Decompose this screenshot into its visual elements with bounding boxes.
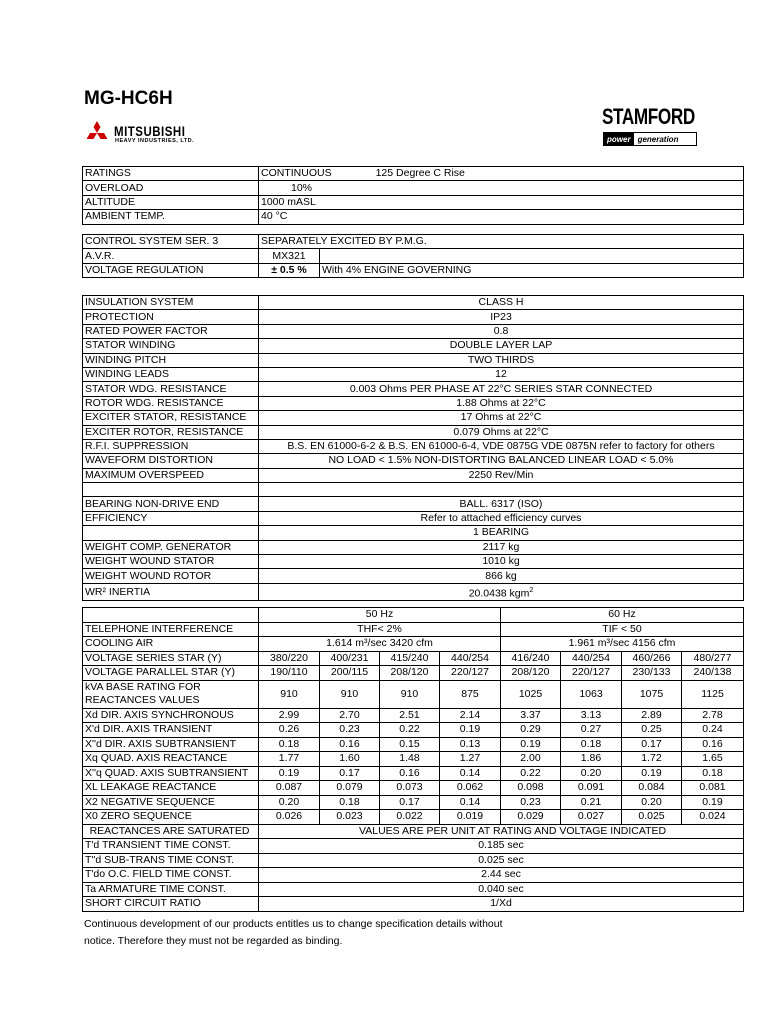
reactance-label (83, 781, 259, 796)
reactance-value: 460/266 (622, 651, 682, 666)
reactance-value: 910 (259, 680, 320, 708)
reactance-value: 240/138 (682, 666, 744, 681)
reactance-value: 0.18 (320, 795, 380, 810)
voltage-regulation-row (83, 263, 744, 277)
ratings-rise: 125 Degree C Rise (375, 167, 465, 180)
reactance-value: 2.78 (682, 708, 744, 723)
spec-value-text: IP23 (490, 310, 512, 323)
spec-value-text: B.S. EN 61000-6-2 & B.S. EN 61000-6-4, VDE 0875G VDE 0875N refer to factory for others (287, 440, 715, 453)
reactance-value: 0.24 (682, 723, 744, 738)
reactance-row (83, 680, 744, 708)
ambient-label: AMBIENT TEMP. (83, 210, 259, 224)
reactance-value: 0.27 (561, 723, 622, 738)
cooling-air-label: COOLING AIR (83, 637, 259, 652)
reactance-value: 0.26 (259, 723, 320, 738)
reactance-value: 1.72 (622, 752, 682, 767)
time-constant-label: Ta ARMATURE TIME CONST. (83, 882, 259, 897)
spec-value (259, 497, 744, 511)
reactance-value: 0.17 (622, 737, 682, 752)
reactance-value: 1.77 (259, 752, 320, 767)
spec-label: WR² INERTIA (83, 583, 259, 601)
spec-row (83, 310, 744, 324)
reactance-value: 190/110 (259, 666, 320, 681)
spec-value-text: BALL. 6317 (ISO) (459, 497, 543, 510)
avr-label: A.V.R. (83, 249, 259, 263)
reactance-value: 1.65 (682, 752, 744, 767)
reactance-row (83, 781, 744, 796)
reactance-label (83, 795, 259, 810)
spec-row (83, 454, 744, 468)
reactance-value: 0.19 (682, 795, 744, 810)
reactance-label (83, 651, 259, 666)
ratings-label: RATINGS (83, 167, 259, 181)
reactance-value: 910 (320, 680, 380, 708)
spec-label: INSULATION SYSTEM (83, 296, 259, 310)
saturated-left: REACTANCES ARE SATURATED (83, 824, 259, 839)
reactance-label-text: X'd DIR. AXIS TRANSIENT (85, 723, 213, 736)
spec-row (83, 367, 744, 381)
overload-value-text: 10% (291, 181, 313, 194)
reactance-value: 2.89 (622, 708, 682, 723)
spec-label: WEIGHT COMP. GENERATOR (83, 540, 259, 554)
reactance-value: 1.27 (440, 752, 501, 767)
reactance-label-text: XL LEAKAGE REACTANCE (85, 781, 217, 794)
reactance-value: 0.087 (259, 781, 320, 796)
spec-value (259, 583, 744, 601)
reactance-value: 0.22 (380, 723, 440, 738)
reactance-value: 0.19 (622, 766, 682, 781)
spec-value (259, 367, 744, 381)
reactance-label-text: VOLTAGE PARALLEL STAR (Y) (85, 666, 235, 679)
spec-value-superscript: 2 (529, 586, 534, 594)
time-constant-row (83, 868, 744, 883)
reactance-value: 0.073 (380, 781, 440, 796)
spec-label: STATOR WDG. RESISTANCE (83, 382, 259, 396)
reactance-row (83, 651, 744, 666)
reactance-value: 0.079 (320, 781, 380, 796)
time-constant-row (83, 882, 744, 897)
spec-value (259, 468, 744, 482)
spec-row (83, 296, 744, 310)
reactance-label (83, 723, 259, 738)
reactance-value: 0.29 (501, 723, 561, 738)
reactance-label (83, 737, 259, 752)
telephone-interference-60hz: TIF < 50 (501, 622, 744, 637)
spec-value (259, 555, 744, 569)
spec-value (259, 324, 744, 338)
spec-value-text: 0.8 (493, 324, 509, 337)
overload-row (83, 181, 744, 195)
spec-row (83, 511, 744, 525)
reactance-value: 0.19 (259, 766, 320, 781)
spec-value (259, 511, 744, 525)
reactance-value: 0.091 (561, 781, 622, 796)
mitsubishi-name: MITSUBISHI (114, 124, 186, 139)
footer-line-1: Continuous development of our products entitles us to change specification details without (84, 918, 503, 930)
ambient-row (83, 210, 744, 224)
altitude-row (83, 195, 744, 209)
reactance-value: 0.16 (380, 766, 440, 781)
reactance-label-text: X''q QUAD. AXIS SUBTRANSIENT (85, 766, 249, 779)
reactance-value: 0.14 (440, 766, 501, 781)
spec-label: WAVEFORM DISTORTION (83, 454, 259, 468)
spec-value (259, 396, 744, 410)
reactance-value: 0.15 (380, 737, 440, 752)
spec-value (259, 454, 744, 468)
spec-value (259, 526, 744, 540)
telephone-interference-row (83, 622, 744, 637)
saturated-right (259, 824, 744, 839)
footer-disclaimer (84, 916, 554, 949)
reactance-value: 0.022 (380, 810, 440, 825)
control-label: CONTROL SYSTEM SER. 3 (83, 235, 259, 249)
spec-row (83, 396, 744, 410)
reactance-value: 480/277 (682, 651, 744, 666)
reactance-value: 1075 (622, 680, 682, 708)
spec-label: WINDING PITCH (83, 353, 259, 367)
voltage-regulation-note: With 4% ENGINE GOVERNING (320, 263, 744, 277)
reactance-value: 0.18 (682, 766, 744, 781)
header-50hz: 50 Hz (259, 608, 501, 623)
reactance-value: 1.48 (380, 752, 440, 767)
spec-row (83, 555, 744, 569)
stamford-logo (602, 104, 698, 150)
stamford-tag-generation: generation (637, 134, 679, 144)
time-constant-label: SHORT CIRCUIT RATIO (83, 897, 259, 912)
reactance-value: 0.062 (440, 781, 501, 796)
reactance-value: 0.16 (682, 737, 744, 752)
reactance-row (83, 795, 744, 810)
reactance-row (83, 708, 744, 723)
reactance-value: 440/254 (440, 651, 501, 666)
voltage-regulation-value: ± 0.5 % (259, 263, 320, 277)
reactance-label-text: X2 NEGATIVE SEQUENCE (85, 795, 215, 808)
reactance-value: 1125 (682, 680, 744, 708)
reactance-table (82, 607, 744, 912)
avr-blank (320, 249, 744, 263)
spec-row (83, 569, 744, 583)
mitsubishi-subtitle: HEAVY INDUSTRIES, LTD. (115, 138, 195, 144)
telephone-interference-label: TELEPHONE INTERFERENCE (83, 622, 259, 637)
spec-value-text: 1 BEARING (472, 526, 530, 539)
reactance-value: 0.14 (440, 795, 501, 810)
time-constant-row (83, 839, 744, 854)
reactance-value: 910 (380, 680, 440, 708)
spacer-row (83, 483, 744, 497)
time-constant-value: 0.025 sec (259, 853, 744, 868)
spec-label: ROTOR WDG. RESISTANCE (83, 396, 259, 410)
reactance-value: 0.18 (259, 737, 320, 752)
reactance-label-text: kVA BASE RATING FOR (85, 681, 201, 693)
reactance-value: 0.023 (320, 810, 380, 825)
spec-value (259, 439, 744, 453)
reactance-value: 0.17 (380, 795, 440, 810)
stamford-name: STAMFORD (602, 104, 695, 129)
telephone-interference-50hz: THF< 2% (259, 622, 501, 637)
reactance-value: 0.19 (501, 737, 561, 752)
spec-value-text: 0.003 Ohms PER PHASE AT 22°C SERIES STAR CONNECTED (349, 382, 653, 395)
spec-value (259, 339, 744, 353)
reactance-label-text: X0 ZERO SEQUENCE (85, 810, 192, 823)
reactance-value: 0.029 (501, 810, 561, 825)
reactance-value: 416/240 (501, 651, 561, 666)
spec-row (83, 425, 744, 439)
avr-value: MX321 (259, 249, 320, 263)
spec-row (83, 468, 744, 482)
spec-value-text: NO LOAD < 1.5% NON-DISTORTING BALANCED LINEAR LOAD < 5.0% (328, 454, 674, 467)
spec-row (83, 526, 744, 540)
spec-value (259, 540, 744, 554)
reactance-value: 3.13 (561, 708, 622, 723)
reactance-label (83, 666, 259, 681)
spec-value (259, 310, 744, 324)
time-constant-value: 2.44 sec (259, 868, 744, 883)
spec-value-text: 17 Ohms at 22°C (460, 411, 542, 424)
spec-row (83, 324, 744, 338)
spec-value-text: TWO THIRDS (467, 353, 535, 366)
cooling-air-row (83, 637, 744, 652)
reactance-value: 208/120 (501, 666, 561, 681)
spec-row (83, 540, 744, 554)
spec-value (259, 411, 744, 425)
time-constant-value: 0.040 sec (259, 882, 744, 897)
ratings-value (259, 167, 744, 181)
spec-value-text: 12 (495, 368, 507, 381)
reactance-value: 440/254 (561, 651, 622, 666)
reactance-value: 220/127 (440, 666, 501, 681)
spec-label: R.F.I. SUPPRESSION (83, 439, 259, 453)
time-constant-row (83, 853, 744, 868)
reactance-value: 0.026 (259, 810, 320, 825)
reactance-value: 200/115 (320, 666, 380, 681)
reactance-label-text: X''d DIR. AXIS SUBTRANSIENT (85, 737, 237, 750)
ratings-table (82, 166, 744, 225)
spec-value (259, 353, 744, 367)
reactance-value: 0.16 (320, 737, 380, 752)
spec-row (83, 439, 744, 453)
reactance-value: 1.86 (561, 752, 622, 767)
spec-value-text: 2250 Rev/Min (468, 468, 534, 481)
saturated-row (83, 824, 744, 839)
control-row (83, 235, 744, 249)
spec-row (83, 382, 744, 396)
spec-value-text: 2117 kg (482, 540, 520, 553)
reactance-row (83, 752, 744, 767)
reactance-label (83, 680, 259, 708)
reactance-value: 0.024 (682, 810, 744, 825)
reactance-value: 0.025 (622, 810, 682, 825)
reactance-value: 2.00 (501, 752, 561, 767)
ratings-continuous: CONTINUOUS (261, 167, 332, 180)
reactance-value: 3.37 (501, 708, 561, 723)
avr-row (83, 249, 744, 263)
spec-label: EXCITER ROTOR, RESISTANCE (83, 425, 259, 439)
reactance-value: 208/120 (380, 666, 440, 681)
spec-label: WINDING LEADS (83, 367, 259, 381)
reactance-label-text: Xq QUAD. AXIS REACTANCE (85, 752, 228, 765)
frequency-header-blank (83, 608, 259, 623)
reactance-value: 2.99 (259, 708, 320, 723)
header-60hz: 60 Hz (501, 608, 744, 623)
reactance-value: 0.18 (561, 737, 622, 752)
saturated-right-text: VALUES ARE PER UNIT AT RATING AND VOLTAGE INDICATED (359, 824, 667, 837)
reactance-value: 2.14 (440, 708, 501, 723)
reactance-row (83, 737, 744, 752)
reactance-value: 0.081 (682, 781, 744, 796)
time-constant-row (83, 897, 744, 912)
reactance-value: 0.22 (501, 766, 561, 781)
spec-label: EXCITER STATOR, RESISTANCE (83, 411, 259, 425)
stamford-tagline (603, 132, 697, 146)
footer-line-2: notice. Therefore they must not be regarded as binding. (84, 934, 343, 947)
reactance-label-text: VOLTAGE SERIES STAR (Y) (85, 651, 222, 664)
spec-value (259, 569, 744, 583)
altitude-value: 1000 mASL (259, 195, 744, 209)
reactance-value: 0.21 (561, 795, 622, 810)
ambient-value: 40 °C (259, 210, 744, 224)
reactance-value: 230/133 (622, 666, 682, 681)
reactance-value: 0.23 (501, 795, 561, 810)
reactance-row (83, 810, 744, 825)
altitude-label: ALTITUDE (83, 195, 259, 209)
overload-label: OVERLOAD (83, 181, 259, 195)
spec-value-text: 1.88 Ohms at 22°C (456, 396, 546, 409)
reactance-value: 0.20 (259, 795, 320, 810)
reactance-label-text-2: REACTANCES VALUES (85, 694, 200, 706)
spec-value (259, 296, 744, 310)
time-constant-value: 0.185 sec (259, 839, 744, 854)
reactance-value: 0.027 (561, 810, 622, 825)
spec-label (83, 526, 259, 540)
reactance-value: 2.70 (320, 708, 380, 723)
time-constant-label: T'd TRANSIENT TIME CONST. (83, 839, 259, 854)
reactance-value: 0.25 (622, 723, 682, 738)
reactance-value: 0.019 (440, 810, 501, 825)
reactance-value: 0.13 (440, 737, 501, 752)
reactance-body (83, 651, 744, 824)
spec-label: RATED POWER FACTOR (83, 324, 259, 338)
spec-value-text: 20.0438 kgm (468, 587, 530, 600)
three-diamonds-icon (84, 121, 110, 145)
reactance-label (83, 708, 259, 723)
reactance-label (83, 766, 259, 781)
spec-label: BEARING NON-DRIVE END (83, 497, 259, 511)
cooling-air-50hz: 1.614 m³/sec 3420 cfm (259, 637, 501, 652)
reactance-value: 0.23 (320, 723, 380, 738)
time-constant-label: T''d SUB-TRANS TIME CONST. (83, 853, 259, 868)
spec-label: EFFICIENCY (83, 511, 259, 525)
reactance-row (83, 723, 744, 738)
specs-table (82, 295, 744, 601)
reactance-value: 1.60 (320, 752, 380, 767)
stamford-tag-power: power (604, 133, 634, 145)
time-constant-value: 1/Xd (259, 897, 744, 912)
spec-row (83, 497, 744, 511)
reactance-label (83, 810, 259, 825)
reactance-value: 415/240 (380, 651, 440, 666)
spec-label: STATOR WINDING (83, 339, 259, 353)
spec-value-text: 866 kg (485, 569, 517, 582)
reactance-value: 2.51 (380, 708, 440, 723)
reactance-label (83, 752, 259, 767)
ratings-row (83, 167, 744, 181)
spec-label: PROTECTION (83, 310, 259, 324)
spec-label: MAXIMUM OVERSPEED (83, 468, 259, 482)
reactance-value: 0.20 (622, 795, 682, 810)
spacer-cell (83, 483, 259, 497)
mitsubishi-logo (84, 118, 234, 148)
reactance-value: 220/127 (561, 666, 622, 681)
overload-value (259, 181, 744, 195)
reactance-row (83, 666, 744, 681)
reactance-row (83, 766, 744, 781)
spec-row (83, 583, 744, 601)
reactance-value: 1063 (561, 680, 622, 708)
reactance-value: 0.084 (622, 781, 682, 796)
reactance-value: 0.17 (320, 766, 380, 781)
time-constants-body (83, 839, 744, 912)
reactance-value: 875 (440, 680, 501, 708)
frequency-header-row (83, 608, 744, 623)
control-value: SEPARATELY EXCITED BY P.M.G. (259, 235, 744, 249)
spec-value-text: CLASS H (478, 296, 524, 309)
spacer-cell (259, 483, 744, 497)
model-title: MG-HC6H (84, 88, 173, 109)
reactance-value: 0.20 (561, 766, 622, 781)
spec-value-text: DOUBLE LAYER LAP (449, 339, 553, 352)
reactance-value: 0.098 (501, 781, 561, 796)
spec-label: WEIGHT WOUND ROTOR (83, 569, 259, 583)
spec-value (259, 382, 744, 396)
spec-label: WEIGHT WOUND STATOR (83, 555, 259, 569)
reactance-value: 0.19 (440, 723, 501, 738)
control-table (82, 234, 744, 278)
spec-row (83, 353, 744, 367)
spec-value-text: Refer to attached efficiency curves (420, 512, 582, 525)
reactance-value: 1025 (501, 680, 561, 708)
reactance-value: 380/220 (259, 651, 320, 666)
specs-body (83, 296, 744, 601)
voltage-regulation-label: VOLTAGE REGULATION (83, 263, 259, 277)
cooling-air-60hz: 1.961 m³/sec 4156 cfm (501, 637, 744, 652)
reactance-value: 400/231 (320, 651, 380, 666)
spec-row (83, 411, 744, 425)
time-constant-label: T'do O.C. FIELD TIME CONST. (83, 868, 259, 883)
spec-row (83, 339, 744, 353)
spec-value (259, 425, 744, 439)
spec-value-text: 0.079 Ohms at 22°C (453, 425, 549, 438)
reactance-label-text: Xd DIR. AXIS SYNCHRONOUS (85, 708, 234, 721)
spec-value-text: 1010 kg (482, 555, 520, 568)
